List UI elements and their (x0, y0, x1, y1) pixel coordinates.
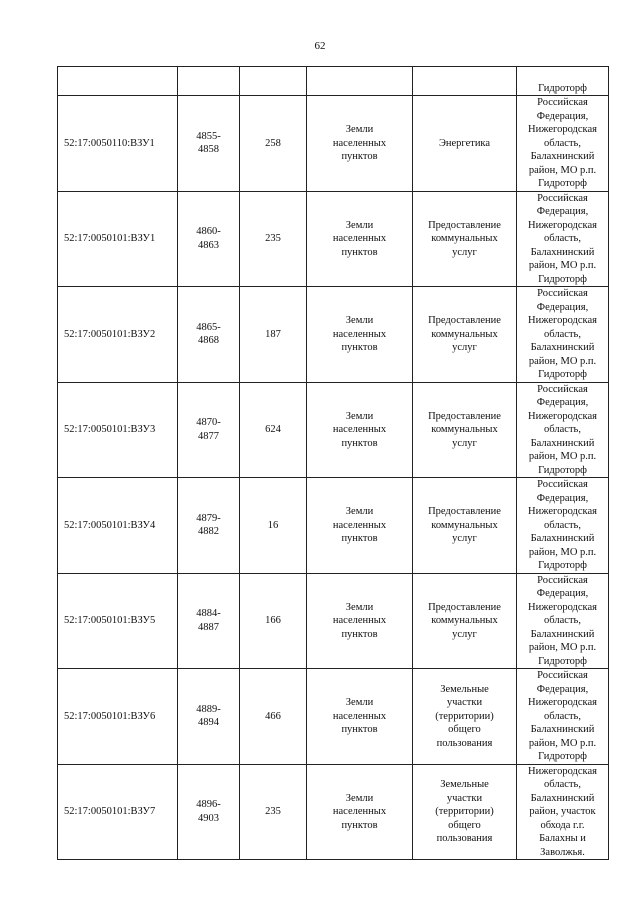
cell-address: Российская Федерация, Нижегородская область, Балахнинский район, МО р.п. Гидроторф (517, 96, 609, 192)
cell-cadastral-number: 52:17:0050101:ВЗУ3 (58, 382, 178, 478)
cell-cadastral-number: 52:17:0050101:ВЗУ5 (58, 573, 178, 669)
cell-point-numbers: 4855- 4858 (178, 96, 240, 192)
cell-permitted-use: Земельные участки (территории) общего пользования (413, 669, 517, 765)
table-body (58, 67, 609, 860)
cell-land-category (307, 67, 413, 96)
cell-permitted-use: Предоставление коммунальных услуг (413, 573, 517, 669)
cell-cadastral-number: 52:17:0050101:ВЗУ4 (58, 478, 178, 574)
table-row (58, 191, 609, 287)
cell-cadastral-number (58, 67, 178, 96)
cell-address: Российская Федерация, Нижегородская область, Балахнинский район, МО р.п. Гидроторф (517, 669, 609, 765)
cell-cadastral-number: 52:17:0050110:ВЗУ1 (58, 96, 178, 192)
land-plots-table (57, 66, 609, 860)
cell-address: Российская Федерация, Нижегородская область, Балахнинский район, МО р.п. Гидроторф (517, 191, 609, 287)
cell-address: Нижегородская область, Балахнинский район, участок обхода г.г. Балахны и Заволжья. (517, 764, 609, 860)
cell-point-numbers (178, 67, 240, 96)
cell-point-numbers: 4884- 4887 (178, 573, 240, 669)
cell-area: 235 (240, 191, 307, 287)
table-row-continued (58, 67, 609, 96)
cell-address: Российская Федерация, Нижегородская область, Балахнинский район, МО р.п. Гидроторф (517, 382, 609, 478)
cell-land-category: Земли населенных пунктов (307, 287, 413, 383)
table-row (58, 478, 609, 574)
cell-cadastral-number: 52:17:0050101:ВЗУ2 (58, 287, 178, 383)
cell-area: 624 (240, 382, 307, 478)
table-row (58, 96, 609, 192)
cell-permitted-use: Земельные участки (территории) общего пользования (413, 764, 517, 860)
cell-land-category: Земли населенных пунктов (307, 382, 413, 478)
cell-area: 235 (240, 764, 307, 860)
cell-land-category: Земли населенных пунктов (307, 573, 413, 669)
cell-permitted-use: Предоставление коммунальных услуг (413, 382, 517, 478)
cell-area: 258 (240, 96, 307, 192)
cell-area: 166 (240, 573, 307, 669)
cell-cadastral-number: 52:17:0050101:ВЗУ1 (58, 191, 178, 287)
cell-point-numbers: 4889- 4894 (178, 669, 240, 765)
cell-area: 16 (240, 478, 307, 574)
cell-address: Российская Федерация, Нижегородская область, Балахнинский район, МО р.п. Гидроторф (517, 573, 609, 669)
cell-permitted-use: Предоставление коммунальных услуг (413, 478, 517, 574)
cell-permitted-use: Энергетика (413, 96, 517, 192)
cell-area: 187 (240, 287, 307, 383)
table-row (58, 382, 609, 478)
table-row (58, 287, 609, 383)
table-row (58, 669, 609, 765)
page-number: 62 (314, 40, 326, 52)
table-row (58, 764, 609, 860)
cell-cadastral-number: 52:17:0050101:ВЗУ7 (58, 764, 178, 860)
cell-permitted-use: Предоставление коммунальных услуг (413, 191, 517, 287)
cell-land-category: Земли населенных пунктов (307, 478, 413, 574)
cell-point-numbers: 4870- 4877 (178, 382, 240, 478)
table-row (58, 573, 609, 669)
cell-land-category: Земли населенных пунктов (307, 669, 413, 765)
cell-point-numbers: 4879- 4882 (178, 478, 240, 574)
cell-land-category: Земли населенных пунктов (307, 764, 413, 860)
cell-permitted-use (413, 67, 517, 96)
cell-address: Российская Федерация, Нижегородская область, Балахнинский район, МО р.п. Гидроторф (517, 478, 609, 574)
cell-permitted-use: Предоставление коммунальных услуг (413, 287, 517, 383)
cell-point-numbers: 4865- 4868 (178, 287, 240, 383)
cell-area: 466 (240, 669, 307, 765)
cell-point-numbers: 4860- 4863 (178, 191, 240, 287)
cell-address: Гидроторф (517, 67, 609, 96)
cell-land-category: Земли населенных пунктов (307, 191, 413, 287)
cell-area (240, 67, 307, 96)
cell-cadastral-number: 52:17:0050101:ВЗУ6 (58, 669, 178, 765)
cell-land-category: Земли населенных пунктов (307, 96, 413, 192)
cell-point-numbers: 4896- 4903 (178, 764, 240, 860)
cell-address: Российская Федерация, Нижегородская область, Балахнинский район, МО р.п. Гидроторф (517, 287, 609, 383)
